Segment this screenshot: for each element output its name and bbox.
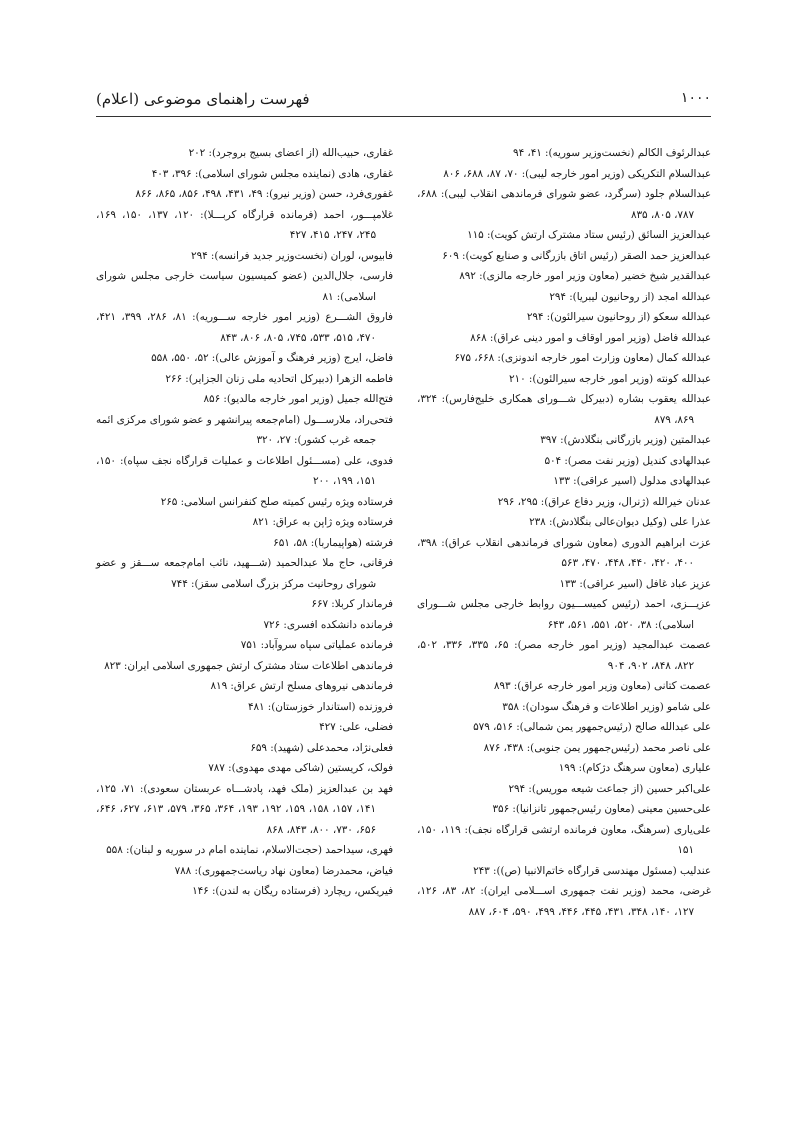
page-header [96,90,711,112]
index-entry: علیاری (معاون سرهنگ دژکام): ۱۹۹ [558,762,711,774]
index-entry: عبدالله یعقوب بشاره (دبیرکل شـــورای همکاری خلیج‌فارس): ۳۲۴، ۸۶۹، ۸۷۹ [417,393,711,426]
index-entry: فاطمه الزهرا (دبیرکل اتحادیه ملی زنان الجزایر): ۲۶۶ [165,372,393,385]
index-entry: علی عبدالله صالح (رئیس‌جمهور یمن شمالی): ۵۱۶، ۵۷۹ [473,721,711,733]
index-entry: فرماندهی اطلاعات ستاد مشترک ارتش جمهوری اسلامی ایران: ۸۲۳ [104,659,393,672]
index-entry: علی‌حسین معینی (معاون رئیس‌جمهور تانزانیا): ۳۵۶ [492,803,711,815]
index-entry: عدنان خیرالله (ژنرال، وزیر دفاع عراق): ۲۹۵، ۲۹۶ [497,495,711,508]
index-entry: غفاری، هادی (نماینده مجلس شورای اسلامی): ۳۹۶، ۴۰۳ [151,167,393,180]
index-entry: فرستاده ویژه ژاپن به عراق: ۸۲۱ [252,516,393,528]
index-entry: فاضل، ایرج (وزیر فرهنگ و آموزش عالی): ۵۲، ۵۵۰، ۵۵۸ [151,352,393,364]
index-entry: عندلیب (مسئول مهندسی قرارگاه خاتم‌الانبیا (ص)): ۲۴۳ [473,864,711,877]
index-entry: عصمت عبدالمجید (وزیر امور خارجه مصر): ۶۵، ۳۳۵، ۳۳۶، ۵۰۲، ۸۲۲، ۸۴۸، ۹۰۲، ۹۰۴ [417,639,711,672]
index-entry: عبدالعزیز حمد الصقر (رئیس اتاق بازرگانی و صنایع کویت): ۶۰۹ [442,249,711,262]
index-entry: غفاری، حبیب‌الله (از اعضای بسیج بروجرد): ۲۰۲ [188,147,393,159]
index-entry: عبدالهادی مدلول (اسیر عراقی): ۱۳۳ [553,475,711,487]
index-entry: عبدالعزیز السائق (رئیس ستاد مشترک ارتش کویت): ۱۱۵ [467,229,711,241]
index-entry: فیاض، محمدرضا (معاون نهاد ریاست‌جمهوری): ۷۸۸ [174,864,393,877]
index-entry: عبدالله کونته (وزیر امور خارجه سیرالئون): ۲۱۰ [509,372,711,385]
index-entry: فابیوس، لوران (نخست‌وزیر جدید فرانسه): ۲۹۴ [191,249,393,262]
index-entry: فدوی، علی (مســـئول اطلاعات و عملیات قرارگاه نجف سپاه): ۱۵۰، ۱۵۱، ۱۹۹، ۲۰۰ [96,454,393,487]
index-entry: فرمانده دانشکده افسری: ۷۲۶ [263,618,393,631]
index-entry: عذرا علی (وکیل دیوان‌عالی بنگلادش): ۲۳۸ [529,516,711,528]
index-entry: عبدالهادی کندیل (وزیر نفت مصر): ۵۰۴ [544,454,711,467]
index-entry: عزیز عباد غافل (اسیر عراقی): ۱۳۳ [559,577,711,590]
index-entry: فضلی، علی: ۴۲۷ [319,721,393,733]
index-entry: عصمت کتانی (معاون وزیر امور خارجه عراق): ۸۹۳ [493,680,711,692]
index-entry: علی‌یاری (سرهنگ، معاون فرمانده ارتشی قرارگاه نجف): ۱۱۹، ۱۵۰، ۱۵۱ [417,823,711,856]
index-entry: فعلی‌نژاد، محمدعلی (شهید): ۶۵۹ [250,741,393,754]
index-entry: فرمانده عملیاتی سپاه سروآباد: ۷۵۱ [240,639,393,651]
index-entry: عبدالله کمال (معاون وزارت امور خارجه اندونزی): ۶۶۸، ۶۷۵ [454,352,711,364]
index-column-right [417,143,711,922]
index-entry: عبدالله سعکو (از روحانیون سیرالئون): ۲۹۴ [526,311,711,323]
index-entry: علی شامو (وزیر اطلاعات و فرهنگ سودان): ۳۵۸ [502,700,711,713]
index-entry: عبدالمتین (وزیر بازرگانی بنگلادش): ۳۹۷ [540,434,711,446]
index-entry: غفوری‌فرد، حسن (وزیر نیرو): ۴۹، ۴۳۱، ۴۹۸، ۸۵۶، ۸۶۵، ۸۶۶ [135,188,393,200]
index-entry: فارسی، جلال‌الدین (عضو کمیسیون سیاست خارجی مجلس شورای اسلامی): ۸۱ [96,270,393,303]
index-entry: فاروق الشـــرع (وزیر امور خارجه ســـوریه): ۸۱، ۲۸۶، ۳۹۹، ۴۲۱، ۴۷۰، ۵۱۵، ۵۳۳، ۷۴۵، ۸۰۵، ۸۰۶، ۸۴۳ [96,311,393,344]
index-entry: علی‌اکبر حسین (از جماعت شیعه موریس): ۲۹۴ [508,782,711,795]
index-entry: غلامپـــور، احمد (فرمانده قرارگاه کربـــلا): ۱۲۰، ۱۳۷، ۱۵۰، ۱۶۹، ۲۴۵، ۲۴۷، ۴۱۵، ۴۲۷ [96,208,393,241]
index-column-left [96,143,393,902]
header-rule [96,116,711,117]
index-entry: فرقانی، حاج ملا عبدالحمید (شـــهید، نائب امام‌جمعه ســـقز و عضو شورای روحانیت مرکز بزرگ اسلامی سقز): ۷۴۴ [96,557,393,590]
index-entry: فتح‌الله جمیل (وزیر امور خارجه مالدیو): ۸۵۶ [203,393,393,405]
index-entry: فرشته (هواپیمار‌با): ۵۸، ۶۵۱ [273,536,393,549]
index-entry: فهد بن عبدالعزیز (ملک فهد، پادشـــاه عربستان سعودی): ۷۱، ۱۲۵، ۱۴۱، ۱۵۷، ۱۵۸، ۱۵۹، ۱۹۲، ۱۹۳، ۳۶۴، ۳۶۵، ۵۷۹، ۶۱۳، ۶۲۷، ۶۴۶، ۶۵۶، ۷۳۰، ۸۰۰، ۸۴۳، ۸۶۸ [96,782,393,836]
index-entry: فرستاده ویژه رئیس کمیته صلح کنفرانس اسلامی: ۲۶۵ [160,495,393,508]
index-entry: غرضی، محمد (وزیر نفت جمهوری اســـلامی ایران): ۸۲، ۸۳، ۱۲۶، ۱۲۷، ۱۴۰، ۳۴۸، ۴۳۱، ۴۴۵، ۴۴۶، ۴۹۹، ۵۹۰، ۶۰۴، ۸۸۷ [417,885,711,918]
index-entry: فروزنده (استاندار خوزستان): ۴۸۱ [247,700,393,713]
index-entry: عزت ابراهیم الدوری (معاون شورای فرماندهی انقلاب عراق): ۳۹۸، ۴۰۰، ۴۲۰، ۴۴۰، ۴۴۸، ۴۷۰، ۵۶۳ [417,536,711,569]
index-entry: عبدالله فاضل (وزیر امور اوقاف و امور دینی عراق): ۸۶۸ [470,331,711,344]
index-entry: فولک، کریستین (شاکی مهدی مهدوی): ۷۸۷ [208,762,393,774]
index-entry: عبدالقدیر شیخ خضیر (معاون وزیر امور خارجه مالزی): ۸۹۲ [459,270,711,282]
running-title: فهرست راهنمای موضوعی (اعلام) [96,90,310,108]
index-entry: فتحی‌راد، ملارســـول (امام‌جمعه پیرانشهر و عضو شورای مرکزی ائمه جمعه غرب کشور): ۲۷، ۳۲۰ [96,413,393,446]
index-entry: علی ناصر محمد (رئیس‌جمهور یمن جنوبی): ۴۳۸، ۸۷۶ [483,741,711,754]
page-number: ۱۰۰۰ [680,90,711,106]
index-entry: فیریکس، ریچارد (فرستاده ریگان به لندن): ۱۴۶ [192,885,393,897]
index-entry: عبدالسلام التکریکی (وزیر امور خارجه لیبی): ۷۰، ۸۷، ۶۸۸، ۸۰۶ [443,167,711,180]
index-entry: فرماندهی نیروهای مسلح ارتش عراق: ۸۱۹ [210,680,393,692]
index-entry: فهری، سیداحمد (حجت‌الاسلام، نماینده امام در سوریه و لبنان): ۵۵۸ [106,844,393,856]
index-entry: عزیـــزی، احمد (رئیس کمیســـیون روابط خارجی مجلس شـــورای اسلامی): ۳۸، ۵۲۰، ۵۵۱، ۵۶۱، ۶۴۳ [417,598,711,631]
index-entry: عبدالسلام جلود (سرگرد، عضو شورای فرماندهی انقلاب لیبی): ۶۸۸، ۷۸۷، ۸۰۵، ۸۳۵ [417,188,711,221]
index-entry: عبدالله امجد (از روحانیون لیبریا): ۲۹۴ [549,290,711,303]
index-entry: عبدالرئوف الکالم (نخست‌وزیر سوریه): ۴۱، ۹۴ [513,147,711,159]
index-entry: فرماندار کربلا: ۶۶۷ [311,598,393,610]
